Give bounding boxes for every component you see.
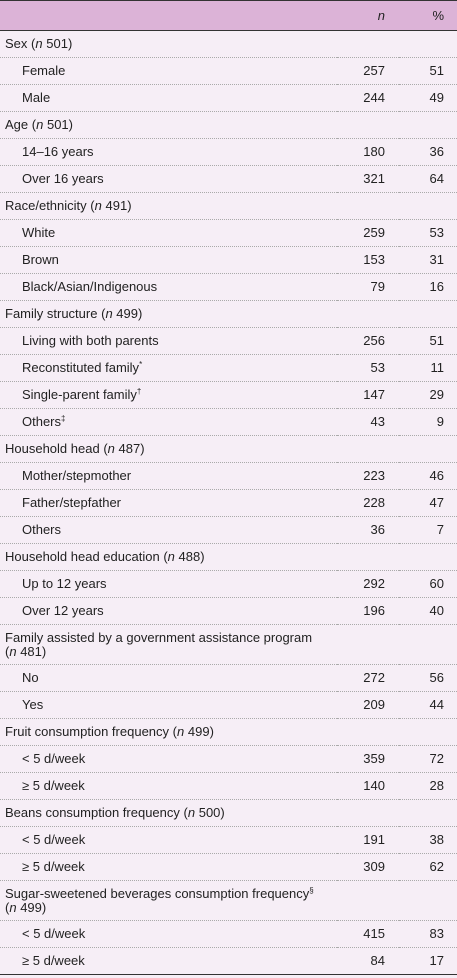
sample-size-label: n — [187, 805, 196, 820]
percent-cell: 49 — [399, 85, 457, 112]
count-cell: 223 — [337, 463, 399, 490]
category-label: Father/stepfather — [22, 495, 121, 510]
percent-cell: 44 — [399, 692, 457, 719]
category-label: Others — [22, 522, 62, 537]
footnote-marker: † — [136, 387, 142, 396]
category-label-cell — [0, 827, 337, 854]
table-row — [0, 948, 457, 975]
sample-size-value: 500 — [198, 805, 221, 820]
footnote-marker: ‡ — [61, 414, 66, 423]
category-label-cell — [0, 247, 337, 274]
count-cell: 228 — [337, 490, 399, 517]
count-cell: 180 — [337, 139, 399, 166]
count-cell: 43 — [337, 409, 399, 436]
group-header-row — [0, 193, 457, 220]
group-label-cell: Sugar-sweetened beverages consumption frequency§ (n 499) — [0, 881, 337, 921]
percent-cell: 51 — [399, 328, 457, 355]
group-label-cell: Beans consumption frequency (n 500) — [0, 800, 337, 827]
category-label: Brown — [22, 252, 59, 267]
category-label: Female — [22, 63, 66, 78]
count-cell: 257 — [337, 58, 399, 85]
group-label-cell: Fruit consumption frequency (n 499) — [0, 719, 337, 746]
category-label: Over 12 years — [22, 603, 104, 618]
header-percent: % — [399, 1, 457, 31]
n-cell-empty — [337, 800, 399, 827]
group-label: Fruit consumption frequency — [5, 724, 170, 739]
pct-cell-empty — [399, 112, 457, 139]
table-body — [0, 31, 457, 975]
group-label: Beans consumption frequency — [5, 805, 180, 820]
count-cell: 79 — [337, 274, 399, 301]
count-cell: 259 — [337, 220, 399, 247]
percent-cell: 47 — [399, 490, 457, 517]
count-cell: 415 — [337, 921, 399, 948]
category-label: < 5 d/week — [22, 832, 86, 847]
percent-cell: 31 — [399, 247, 457, 274]
sample-size-label: n — [9, 899, 17, 915]
sample-size-label: n — [177, 724, 185, 739]
category-label: Up to 12 years — [22, 576, 107, 591]
percent-cell: 51 — [399, 58, 457, 85]
category-label: White — [22, 225, 56, 240]
pct-cell-empty — [399, 31, 457, 58]
sample-size-value: 481 — [20, 643, 42, 659]
count-cell: 292 — [337, 571, 399, 598]
category-label-cell — [0, 746, 337, 773]
group-label: Household head — [5, 441, 100, 456]
category-label-cell — [0, 571, 337, 598]
count-cell: 140 — [337, 773, 399, 800]
percent-cell: 11 — [399, 355, 457, 382]
category-label-cell — [0, 773, 337, 800]
percent-cell: 28 — [399, 773, 457, 800]
table-row — [0, 921, 457, 948]
table-row — [0, 517, 457, 544]
category-label-cell — [0, 328, 337, 355]
sample-size-label: n — [105, 306, 113, 321]
category-label: Mother/stepmother — [22, 468, 132, 483]
header-n: n — [337, 1, 399, 31]
table-row — [0, 571, 457, 598]
sample-size-value: 488 — [178, 549, 201, 564]
group-header-row — [0, 800, 457, 827]
count-cell: 196 — [337, 598, 399, 625]
percent-cell: 17 — [399, 948, 457, 975]
percent-cell: 46 — [399, 463, 457, 490]
percent-cell: 72 — [399, 746, 457, 773]
group-label: Sugar-sweetened beverages consumption frequency — [5, 885, 310, 901]
category-label: Others — [22, 414, 62, 429]
group-label: Household head education — [5, 549, 160, 564]
percent-cell: 29 — [399, 382, 457, 409]
sample-size-value: 499 — [187, 724, 210, 739]
table-row — [0, 854, 457, 881]
pct-cell-empty — [399, 881, 457, 921]
table-row — [0, 463, 457, 490]
group-label-cell: Household head education (n 488) — [0, 544, 337, 571]
category-label: Male — [22, 90, 51, 105]
n-cell-empty — [337, 881, 399, 921]
table-row — [0, 58, 457, 85]
pct-cell-empty — [399, 719, 457, 746]
table-row — [0, 827, 457, 854]
footnote-marker: * — [139, 360, 143, 369]
footnote-marker: § — [309, 885, 314, 895]
group-label-cell: Family assisted by a government assistance program (n 481) — [0, 625, 337, 665]
group-header-row — [0, 301, 457, 328]
category-label-cell — [0, 598, 337, 625]
category-label-cell — [0, 854, 337, 881]
category-label-cell — [0, 463, 337, 490]
n-cell-empty — [337, 31, 399, 58]
count-cell: 272 — [337, 665, 399, 692]
table-row — [0, 220, 457, 247]
category-label: 14–16 years — [22, 144, 94, 159]
count-cell: 309 — [337, 854, 399, 881]
category-label: ≥ 5 d/week — [22, 953, 85, 968]
category-label-cell — [0, 58, 337, 85]
category-label: Reconstituted family — [22, 360, 140, 375]
sample-size-value: 491 — [105, 198, 128, 213]
count-cell: 84 — [337, 948, 399, 975]
table-row — [0, 598, 457, 625]
count-cell: 359 — [337, 746, 399, 773]
percent-cell: 38 — [399, 827, 457, 854]
pct-cell-empty — [399, 625, 457, 665]
n-cell-empty — [337, 301, 399, 328]
count-cell: 53 — [337, 355, 399, 382]
sample-size-value: 499 — [20, 899, 42, 915]
percent-cell: 9 — [399, 409, 457, 436]
sample-size-label: n — [35, 36, 43, 51]
table-row — [0, 382, 457, 409]
table-row — [0, 692, 457, 719]
sample-size-label: n — [36, 117, 44, 132]
header-row — [0, 1, 457, 31]
percent-cell: 83 — [399, 921, 457, 948]
percent-cell: 62 — [399, 854, 457, 881]
percent-cell: 53 — [399, 220, 457, 247]
percent-cell: 7 — [399, 517, 457, 544]
n-cell-empty — [337, 719, 399, 746]
category-label-cell — [0, 274, 337, 301]
category-label: ≥ 5 d/week — [22, 778, 85, 793]
group-label-cell: Household head (n 487) — [0, 436, 337, 463]
count-cell: 147 — [337, 382, 399, 409]
category-label: Over 16 years — [22, 171, 104, 186]
category-label-cell — [0, 692, 337, 719]
percent-cell: 36 — [399, 139, 457, 166]
group-header-row — [0, 719, 457, 746]
group-header-row — [0, 881, 457, 921]
sample-size-value: 487 — [118, 441, 141, 456]
group-header-row — [0, 544, 457, 571]
table-row — [0, 85, 457, 112]
group-label-cell: Age (n 501) — [0, 112, 337, 139]
table-header — [0, 1, 457, 31]
sample-size-label: n — [94, 198, 102, 213]
category-label: ≥ 5 d/week — [22, 859, 85, 874]
group-header-row — [0, 31, 457, 58]
group-header-row — [0, 625, 457, 665]
table-row — [0, 166, 457, 193]
category-label-cell — [0, 409, 337, 436]
header-label-cell — [0, 1, 337, 31]
sample-size-value: 501 — [46, 36, 68, 51]
table-row — [0, 247, 457, 274]
category-label: < 5 d/week — [22, 926, 86, 941]
category-label-cell — [0, 517, 337, 544]
sample-size-value: 501 — [46, 117, 69, 132]
category-label-cell — [0, 665, 337, 692]
count-cell: 209 — [337, 692, 399, 719]
group-label-cell: Sex (n 501) — [0, 31, 337, 58]
pct-cell-empty — [399, 193, 457, 220]
sample-size-label: n — [9, 643, 17, 659]
category-label: Living with both parents — [22, 333, 159, 348]
category-label: Yes — [22, 697, 44, 712]
category-label: No — [22, 670, 39, 685]
n-cell-empty — [337, 625, 399, 665]
table-row — [0, 746, 457, 773]
pct-cell-empty — [399, 301, 457, 328]
n-cell-empty — [337, 112, 399, 139]
group-label-cell: Family structure (n 499) — [0, 301, 337, 328]
table-row — [0, 328, 457, 355]
category-label-cell — [0, 490, 337, 517]
n-cell-empty — [337, 436, 399, 463]
sample-size-label: n — [107, 441, 115, 456]
group-label-cell: Race/ethnicity (n 491) — [0, 193, 337, 220]
group-header-row — [0, 436, 457, 463]
table-row — [0, 409, 457, 436]
sample-size-label: n — [167, 549, 175, 564]
table-row — [0, 139, 457, 166]
group-label: Race/ethnicity — [5, 198, 87, 213]
category-label: Single-parent family — [22, 387, 137, 402]
percent-cell: 60 — [399, 571, 457, 598]
count-cell: 153 — [337, 247, 399, 274]
count-cell: 256 — [337, 328, 399, 355]
percent-cell: 16 — [399, 274, 457, 301]
group-label: Sex — [5, 36, 28, 51]
category-label-cell — [0, 382, 337, 409]
count-cell: 191 — [337, 827, 399, 854]
category-label-cell — [0, 220, 337, 247]
category-label-cell — [0, 166, 337, 193]
category-label: < 5 d/week — [22, 751, 86, 766]
table-row — [0, 665, 457, 692]
table-row — [0, 773, 457, 800]
group-label: Family structure — [5, 306, 98, 321]
table-row — [0, 490, 457, 517]
table-row — [0, 274, 457, 301]
n-cell-empty — [337, 544, 399, 571]
count-cell: 321 — [337, 166, 399, 193]
category-label-cell — [0, 921, 337, 948]
n-cell-empty — [337, 193, 399, 220]
category-label: Black/Asian/Indigenous — [22, 279, 158, 294]
percent-cell: 64 — [399, 166, 457, 193]
count-cell: 36 — [337, 517, 399, 544]
pct-cell-empty — [399, 544, 457, 571]
category-label-cell — [0, 85, 337, 112]
count-cell: 244 — [337, 85, 399, 112]
percent-cell: 40 — [399, 598, 457, 625]
table-row — [0, 355, 457, 382]
group-label: Age — [5, 117, 29, 132]
pct-cell-empty — [399, 800, 457, 827]
category-label-cell — [0, 948, 337, 975]
category-label-cell — [0, 355, 337, 382]
sample-size-value: 499 — [116, 306, 138, 321]
group-header-row — [0, 112, 457, 139]
pct-cell-empty — [399, 436, 457, 463]
percent-cell: 56 — [399, 665, 457, 692]
category-label-cell — [0, 139, 337, 166]
group-label: Family assisted by a government assistance program — [5, 629, 313, 645]
